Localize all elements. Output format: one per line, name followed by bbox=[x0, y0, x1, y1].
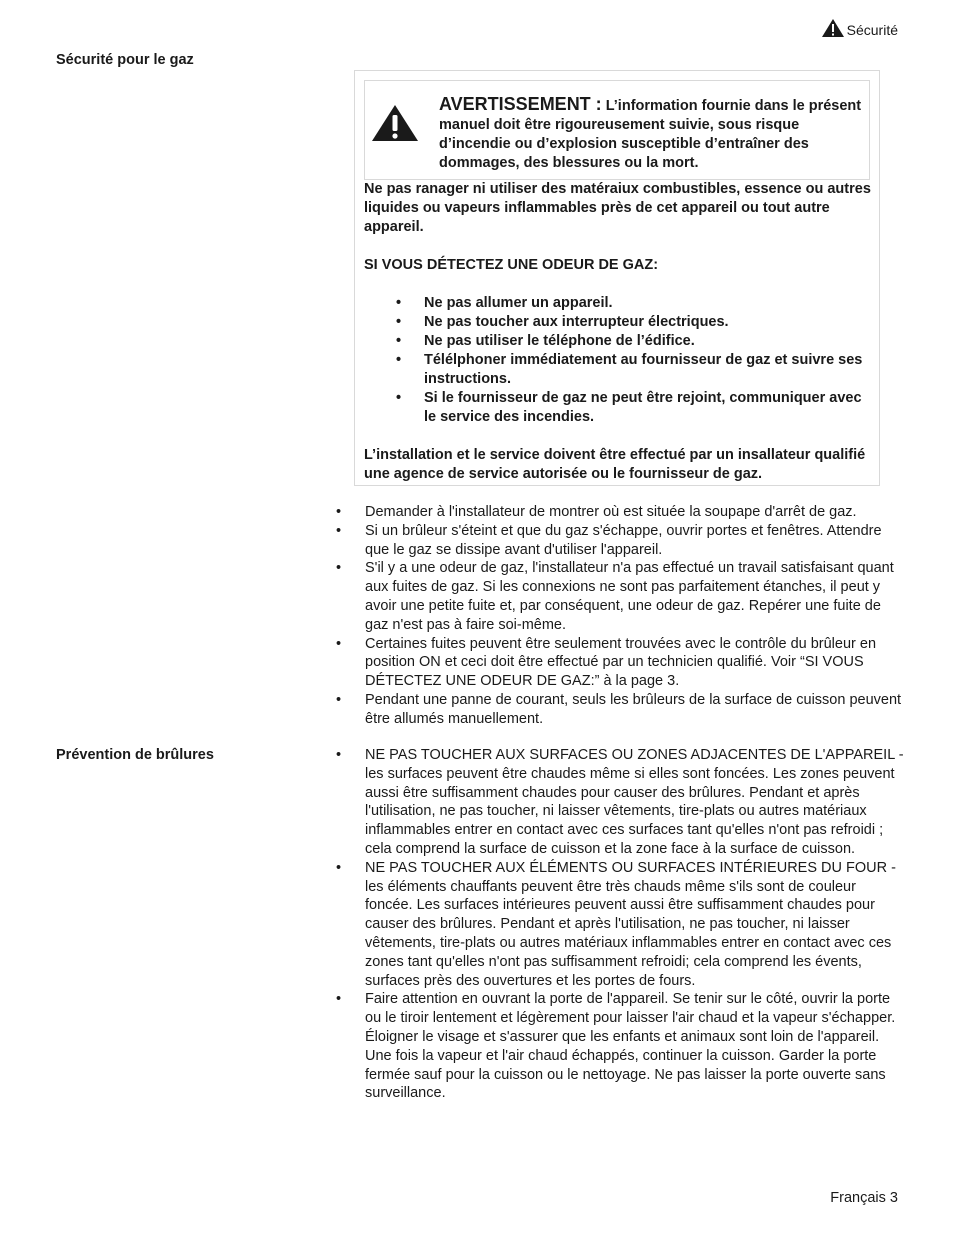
warning-heading-text: L’information fournie dans le présent manuel doit être rigoureusement suivie, sous risque d’incendie ou d’explosion susceptible d’entraîner des dommages, des blessures ou la mort. bbox=[439, 98, 862, 171]
list-item: • Demander à l'installateur de montrer où est située la soupape d'arrêt de gaz. bbox=[336, 503, 906, 522]
warning-box bbox=[354, 70, 880, 486]
warning-header bbox=[364, 80, 870, 180]
page-header bbox=[821, 18, 898, 38]
warning-list bbox=[364, 294, 876, 427]
section-title-gas: Sécurité pour le gaz bbox=[56, 52, 194, 68]
list-item: • NE PAS TOUCHER AUX ÉLÉMENTS OU SURFACES INTÉRIEURES DU FOUR - les éléments chauffants peuvent être très chauds même s'ils sont de couleur foncée. Les surfaces intérieures peuvent aussi être suffisamment chaudes pour causer des brûlures. Pendant et après l'utilisation, ne pas toucher, ni laisser vêtements, tire-plats ou autres matériaux inflammables entrer en contact avec ces zones tant qu'elles n'ont pas suffisamment refroidi; cela comprend les évents, surfaces près des ouvertures et les portes de fours. bbox=[336, 859, 906, 991]
warning-heading: AVERTISSEMENT : bbox=[439, 94, 602, 114]
warning-text bbox=[439, 95, 869, 173]
gas-safety-list bbox=[336, 503, 906, 729]
list-item: • Si le fournisseur de gaz ne peut être rejoint, communiquer avec le service des incendies. bbox=[364, 389, 876, 427]
list-item: • Certaines fuites peuvent être seulement trouvées avec le contrôle du brûleur en position ON et ceci doit être effectué par un technicien qualifié. Voir “SI VOUS DÉTECTEZ UNE ODEUR DE GAZ:” à la page 3. bbox=[336, 635, 906, 691]
page-footer: Français 3 bbox=[830, 1190, 898, 1206]
list-item: • Faire attention en ouvrant la porte de l'appareil. Se tenir sur le côté, ouvrir la porte ou le tiroir lentement et légèrement pour laisser l'air chaud et la vapeur s'échapper. Éloigner le visage et s'assurer que les enfants et animaux sont loin de l'appareil. Une fois la vapeur et l'air chaud échappés, continuer la cuisson. Garder la porte fermée sauf pour la cuisson ou le nettoyage. Ne pas laisser la porte ouverte sans surveillance. bbox=[336, 990, 906, 1103]
list-item: • Télélphoner immédiatement au fournisseur de gaz et suivre ses instructions. bbox=[364, 351, 876, 389]
list-item: • S'il y a une odeur de gaz, l'installateur n'a pas effectué un travail satisfaisant quant aux fuites de gaz. Si les connexions ne sont pas parfaitement étanches, il peut y avoir une petite fuite et, par conséquent, une odeur de gaz. Repérer une fuite de gaz n'est pas à faire soi-même. bbox=[336, 559, 906, 634]
header-label: Sécurité bbox=[846, 22, 898, 38]
warning-body bbox=[364, 180, 876, 484]
warning-paragraph-2: SI VOUS DÉTECTEZ UNE ODEUR DE GAZ: bbox=[364, 257, 659, 273]
list-item: • Ne pas allumer un appareil. bbox=[364, 294, 876, 313]
list-item: • Ne pas toucher aux interrupteur électriques. bbox=[364, 313, 876, 332]
warning-triangle-icon bbox=[370, 103, 420, 148]
section-title-burn: Prévention de brûlures bbox=[56, 747, 214, 763]
list-item: • NE PAS TOUCHER AUX SURFACES OU ZONES ADJACENTES DE L'APPAREIL - les surfaces peuvent être chaudes même si elles sont foncées. Les zones peuvent aussi être suffisamment chaudes pour causer des brûlures. Pendant et après l'utilisation, ne pas toucher, ni laisser vêtements, tire-plats ou autres matériaux inflammables entrer en contact avec ces surfaces tant qu'elles n'ont pas refroidi ; cela comprend la surface de cuisson et la zone face à la surface de cuisson. bbox=[336, 746, 906, 859]
warning-triangle-icon bbox=[821, 18, 845, 38]
list-item: • Ne pas utiliser le téléphone de l’édifice. bbox=[364, 332, 876, 351]
burn-prevention-list bbox=[336, 746, 906, 1103]
warning-paragraph-3: L’installation et le service doivent être effectué par un insallateur qualifié une agence de service autorisée ou le fournisseur de gaz. bbox=[364, 447, 866, 482]
warning-paragraph-1: Ne pas ranager ni utiliser des matéraiux combustibles, essence ou autres liquides ou vapeurs inflammables près de cet appareil ou tout autre appareil. bbox=[364, 181, 871, 235]
list-item: • Pendant une panne de courant, seuls les brûleurs de la surface de cuisson peuvent être allumés manuellement. bbox=[336, 691, 906, 729]
list-item: • Si un brûleur s'éteint et que du gaz s'échappe, ouvrir portes et fenêtres. Attendre que le gaz se dissipe avant d'utiliser l'appareil. bbox=[336, 522, 906, 560]
